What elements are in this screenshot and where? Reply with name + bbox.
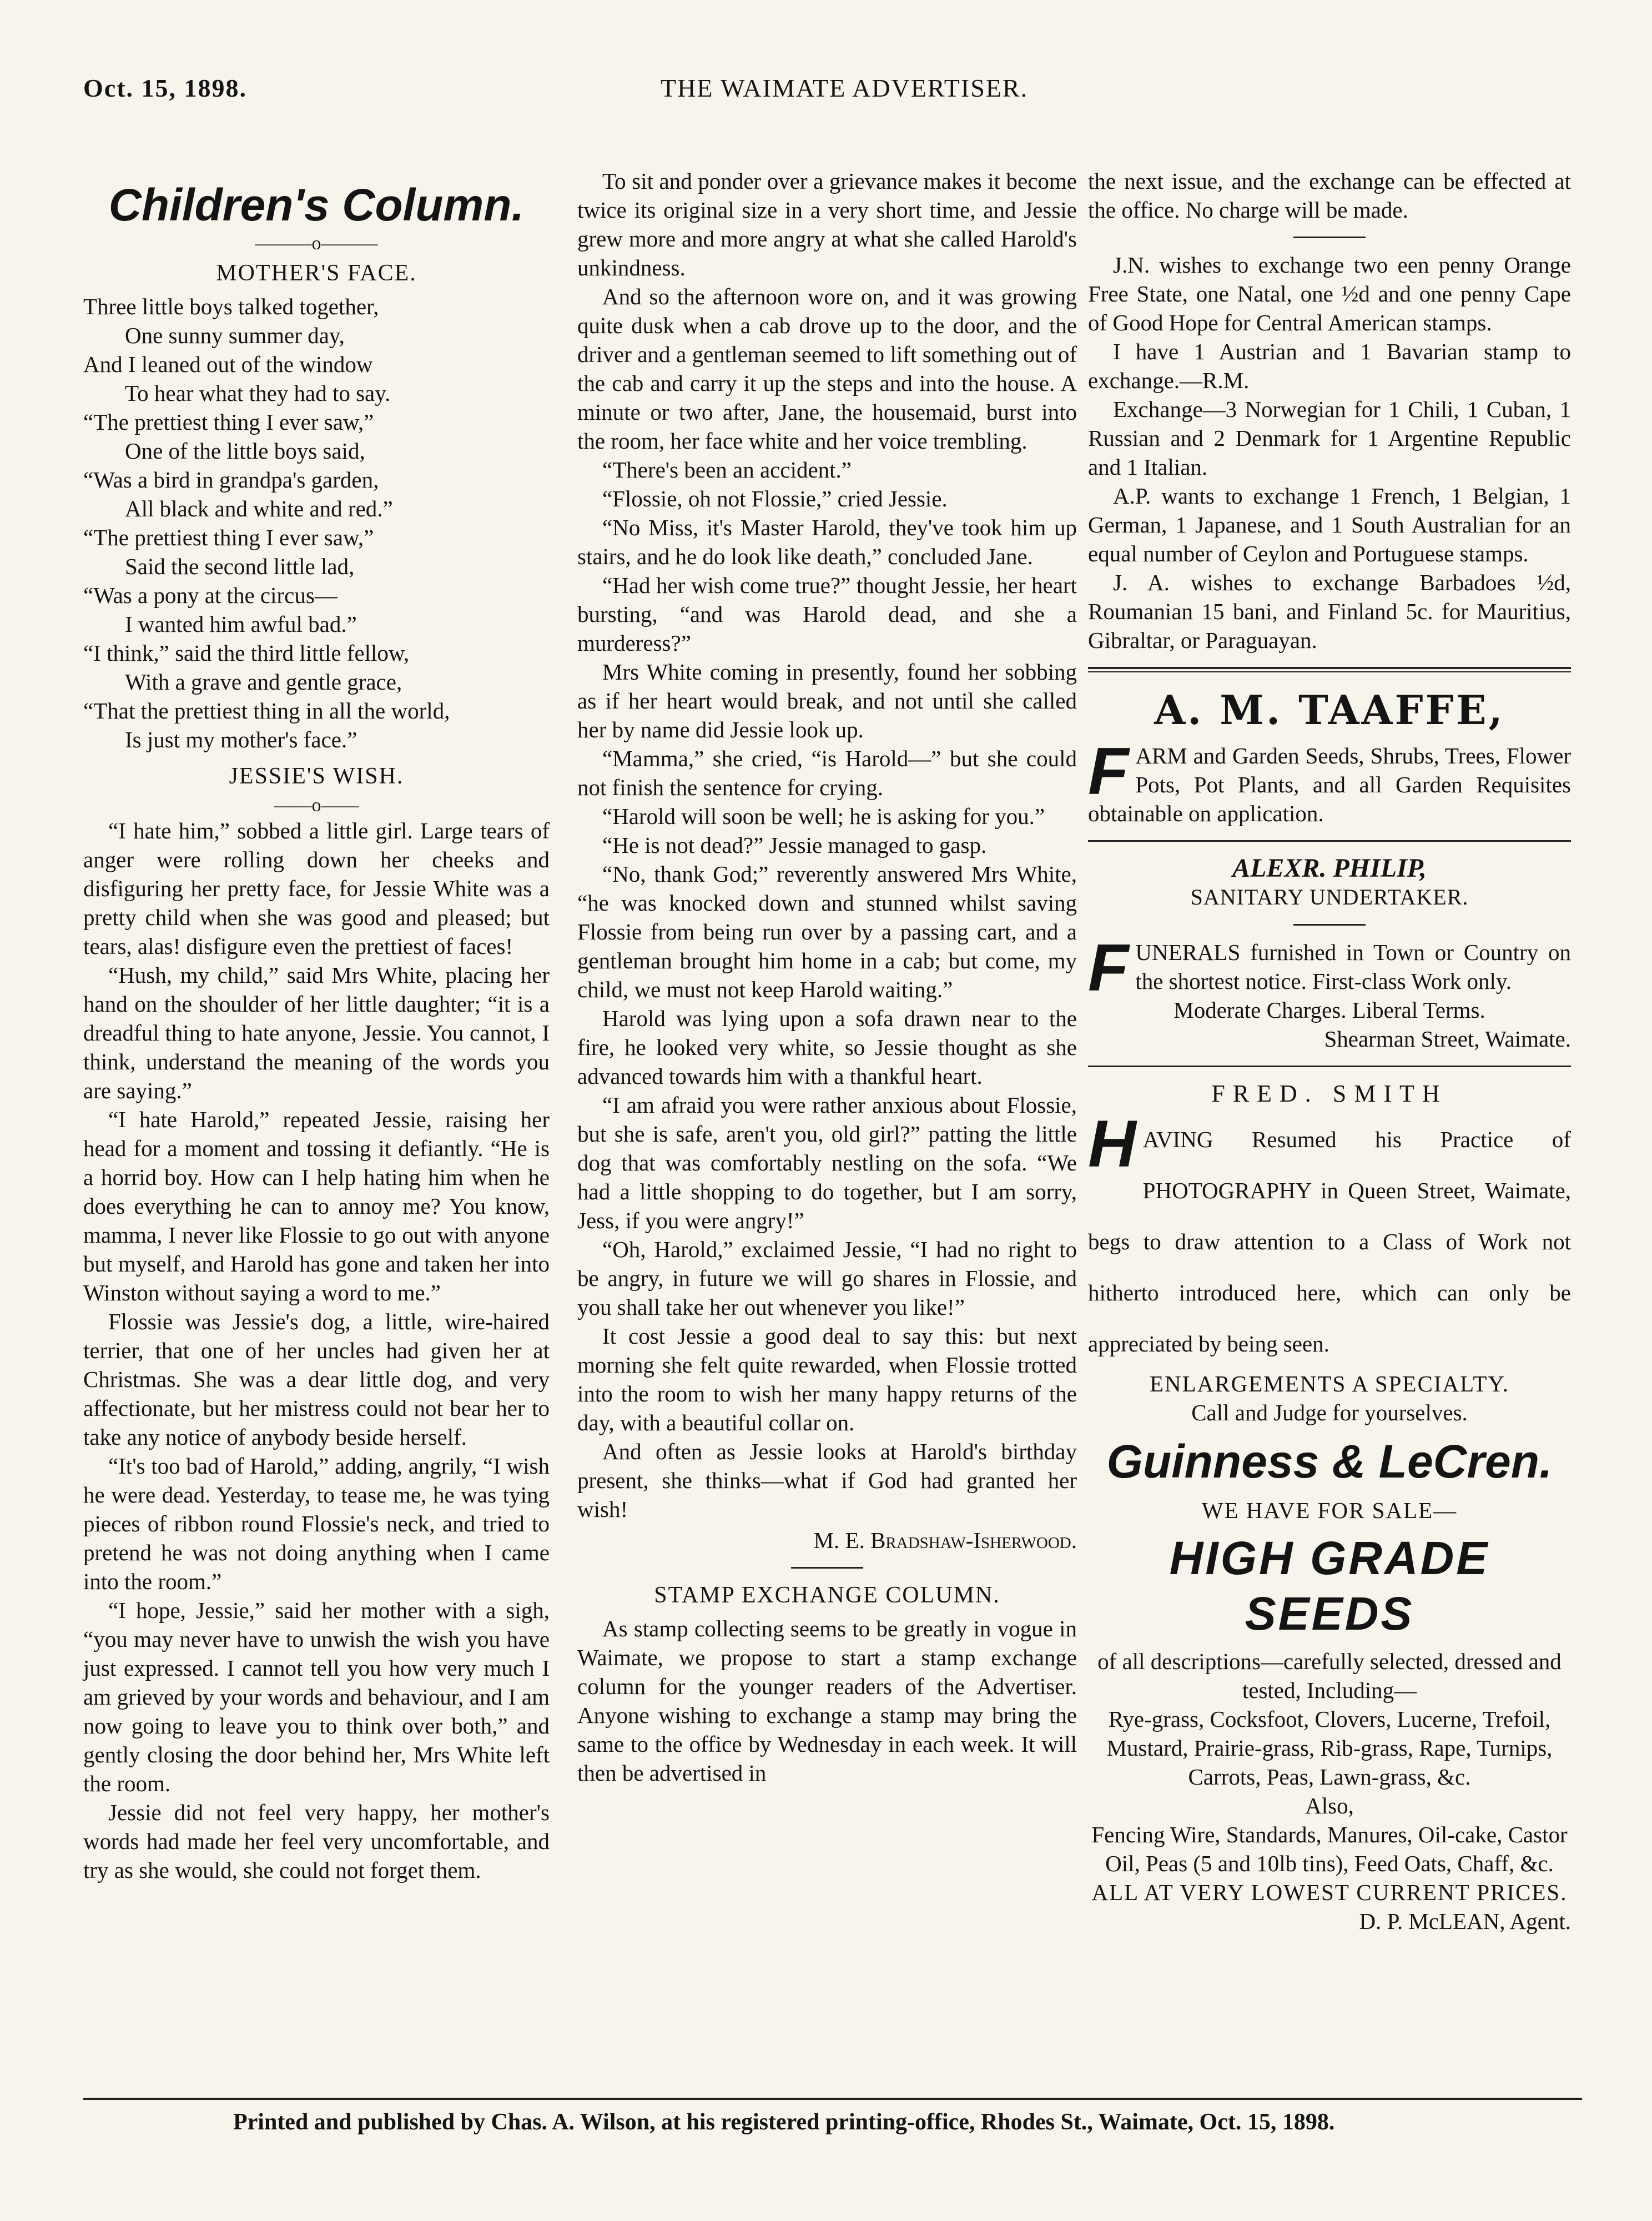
newspaper-title: THE WAIMATE ADVERTISER. — [661, 74, 1029, 102]
poem-line: Is just my mother's face.” — [125, 727, 357, 752]
story-divider: ——o—— — [274, 795, 359, 816]
stamp-entry: Exchange—3 Norwegian for 1 Chili, 1 Cuban, 1 Russian and 2 Denmark for 1 Argentine Republic and 1 Italian. — [1088, 396, 1571, 480]
poem-line: “Was a bird in grandpa's garden, — [83, 467, 379, 493]
smith-ad-block — [1088, 1107, 1571, 1369]
guinness-ad-agent: D. P. McLEAN, Agent. — [1359, 1908, 1571, 1934]
poem-title: MOTHER'S FACE. — [216, 260, 417, 286]
story-paragraph: Harold was lying upon a sofa drawn near to the fire, he looked very white, so Jessie thought as she advanced towards him with a thankful heart. — [577, 1006, 1077, 1089]
drop-cap: F — [1088, 931, 1129, 1005]
smith-ad-text — [1088, 1107, 1571, 1369]
poem-line: And I leaned out of the window — [83, 351, 373, 377]
story-paragraph: “I hope, Jessie,” said her mother with a sigh, “you may never have to unwish the wish you have just expressed. I cannot tell you how very much I am grieved by your words and behaviour, and I am now going to leave you to think over both,” and gently closing the door behind her, Mrs White left the room. — [83, 1597, 550, 1796]
guinness-ad-name: Guinness & LeCren. — [1106, 1435, 1553, 1488]
poem — [83, 292, 550, 754]
philip-ad-text — [1088, 931, 1571, 1005]
story-paragraph: “He is not dead?” Jessie managed to gasp. — [602, 832, 987, 858]
story-paragraph: And so the afternoon wore on, and it was growing quite dusk when a cab drove up to the door, and the driver and a gentleman seemed to lift something out of the cab and carry it up the steps and into the house. A minute or two after, Jane, the housemaid, burst into the room, her face white and her voice trembling. — [577, 284, 1077, 454]
philip-ad-terms: Moderate Charges. Liberal Terms. — [1173, 997, 1485, 1023]
divider-rule — [1088, 840, 1571, 842]
poem-line: I wanted him awful bad.” — [125, 611, 357, 637]
children-column-title: Children's Column. — [108, 180, 525, 230]
story-paragraph: “It's too bad of Harold,” adding, angrily, “I wish he were dead. Yesterday, to tease me, he was tying pieces of ribbon round Flossie's neck, and tried to pretend he was not doing anything when I came into the room.” — [83, 1453, 550, 1594]
story-paragraph: “I am afraid you were rather anxious about Flossie, but she is safe, aren't you, old girl?” patting the little dog that was comfortably nestling on the sofa. “We had a little shopping to do together, but I am sorry, Jess, if you were angry!” — [577, 1092, 1077, 1233]
footer-imprint: Printed and published by Chas. A. Wilson, at his registered printing-office, Rhodes St., Waimate, Oct. 15, 1898. — [233, 2109, 1335, 2135]
divider-rule — [1293, 237, 1366, 238]
guinness-ad-also: Also, — [1305, 1793, 1354, 1818]
story-author: M. E. Bradshaw-Isherwood. — [813, 1527, 1077, 1553]
guinness-ad-prices: ALL AT VERY LOWEST CURRENT PRICES. — [1091, 1880, 1568, 1905]
story-paragraph: “Harold will soon be well; he is asking for you.” — [602, 803, 1045, 829]
smith-ad-call: Call and Judge for yourselves. — [1191, 1400, 1468, 1425]
smith-ad-body: AVING Resumed his Practice of PHOTOGRAPHY in Queen Street, Waimate, begs to draw attention to a Class of Work not hitherto introduced here, which can only be appreciated by being seen. — [1088, 1127, 1571, 1356]
story-paragraph: “Had her wish come true?” thought Jessie, her heart bursting, “and was Harold dead, and she a murderess?” — [577, 572, 1077, 656]
taaffe-ad-name: A. M. TAAFFE, — [1154, 686, 1505, 733]
footer-rule — [83, 2098, 1582, 2100]
smith-ad-name: FRED. SMITH — [1211, 1080, 1448, 1107]
story-paragraph: “I hate Harold,” repeated Jessie, raising her head for a moment and tossing it defiantly. “He is a horrid boy. How can I help hating him when he does everything he can to annoy me? You know, mamma, I never like Flossie to go out with anyone but myself, and Harold has gone and taken her into Winston without saying a word to me.” — [83, 1107, 550, 1305]
double-rule — [1088, 667, 1571, 672]
column-2 — [577, 167, 1077, 1787]
guinness-ad-list2: Fencing Wire, Standards, Manures, Oil-cake, Castor Oil, Peas (5 and 10lb tins), Feed Oats, Chaff, &c. — [1091, 1822, 1568, 1876]
stamp-intro-continued: the next issue, and the exchange can be effected at the office. No charge will be made. — [1088, 168, 1571, 223]
stamp-intro: As stamp collecting seems to be greatly in vogue in Waimate, we propose to start a stamp exchange column for the younger readers of the Advertiser. Anyone wishing to exchange a stamp may bring the same to the office by Wednesday in each week. It will then be advertised in — [577, 1616, 1077, 1786]
poem-line: “I think,” said the third little fellow, — [83, 640, 410, 666]
stamp-entry: A.P. wants to exchange 1 French, 1 Belgian, 1 German, 1 Japanese, and 1 South Australian for an equal number of Ceylon and Portuguese stamps. — [1088, 483, 1571, 566]
divider-rule — [1088, 1066, 1571, 1067]
story-paragraph: And often as Jessie looks at Harold's birthday present, she thinks—what if God had granted her wish! — [577, 1439, 1077, 1522]
guinness-ad-desc: of all descriptions—carefully selected, dressed and tested, Including— — [1097, 1649, 1562, 1703]
poem-line: To hear what they had to say. — [125, 380, 391, 406]
stamp-entry: I have 1 Austrian and 1 Bavarian stamp to exchange.—R.M. — [1088, 339, 1571, 393]
philip-ad-sub: SANITARY UNDERTAKER. — [1190, 885, 1469, 909]
column-1 — [83, 167, 550, 1885]
philip-ad-body: UNERALS furnished in Town or Country on the shortest notice. First-class Work only. — [1135, 939, 1571, 994]
stamp-entry: J. A. wishes to exchange Barbadoes ½d, Roumanian 15 bani, and Finland 5c. for Mauritius, Gibraltar, or Paraguayan. — [1088, 570, 1571, 653]
story-paragraph: “Mamma,” she cried, “is Harold—” but she could not finish the sentence for crying. — [577, 746, 1077, 800]
poem-line: “The prettiest thing I ever saw,” — [83, 525, 374, 550]
philip-ad-name: ALEXR. PHILIP, — [1232, 853, 1427, 883]
story-paragraph: “No Miss, it's Master Harold, they've took him up stairs, and he do look like death,” concluded Jane. — [577, 515, 1077, 569]
poem-line: “Was a pony at the circus— — [83, 582, 338, 608]
story-paragraph: “I hate him,” sobbed a little girl. Large tears of anger were rolling down her cheeks and disfiguring her pretty face, for Jessie White was a pretty child when she was good and pleased; but tears, alas! disfigure even the prettiest of faces! — [83, 818, 550, 959]
stamp-column-title: STAMP EXCHANGE COLUMN. — [654, 1582, 1000, 1608]
guinness-ad-sale: WE HAVE FOR SALE— — [1201, 1498, 1458, 1523]
story-paragraph: “There's been an accident.” — [602, 457, 852, 483]
poem-line: Said the second little lad, — [125, 554, 355, 579]
section-divider: ———o——— — [255, 233, 378, 254]
poem-line: “That the prettiest thing in all the world, — [83, 698, 450, 723]
story-paragraph: “Hush, my child,” said Mrs White, placing her hand on the shoulder of her little daughter; “it is a dreadful thing to hate anyone, Jessie. You cannot, I think, understand the meaning of the words you are saying.” — [83, 962, 550, 1103]
poem-line: “The prettiest thing I ever saw,” — [83, 409, 374, 435]
drop-cap: H — [1088, 1107, 1136, 1181]
smith-ad-specialty: ENLARGEMENTS A SPECIALTY. — [1149, 1371, 1509, 1396]
story-paragraph: Jessie did not feel very happy, her mother's words had made her feel very uncomfortable, and try as she would, she could not forget them. — [83, 1800, 550, 1883]
story-paragraph: Flossie was Jessie's dog, a little, wire-haired terrier, that one of her uncles had given her at Christmas. She was a dear little dog, and very affectionate, but her mistress could not bear her to take any notice of anybody beside herself. — [83, 1309, 550, 1450]
story-paragraph: “Flossie, oh not Flossie,” cried Jessie. — [602, 486, 948, 511]
story-title: JESSIE'S WISH. — [229, 763, 404, 789]
poem-line: Three little boys talked together, — [83, 294, 379, 319]
poem-line: All black and white and red.” — [125, 496, 393, 521]
taaffe-ad-body: ARM and Garden Seeds, Shrubs, Trees, Flower Pots, Pot Plants, and all Garden Requisites obtainable on application. — [1088, 743, 1571, 826]
story-paragraph: “Oh, Harold,” exclaimed Jessie, “I had no right to be angry, in future we will go shares in Flossie, and you shall take her out whenever you like!” — [577, 1237, 1077, 1320]
story-paragraph: “No, thank God;” reverently answered Mrs White, “he was knocked down and stunned whilst saving Flossie from being run over by a passing cart, and a gentleman brought him home in a cab; but come, my child, we must not keep Harold waiting.” — [577, 861, 1077, 1002]
drop-cap: F — [1088, 734, 1129, 808]
poem-line: One of the little boys said, — [125, 438, 365, 464]
guinness-ad-list: Rye-grass, Cocksfoot, Clovers, Lucerne, Trefoil, Mustard, Prairie-grass, Rib-grass, Rape, Turnips, Carrots, Peas, Lawn-grass, &c. — [1106, 1706, 1553, 1790]
poem-line: One sunny summer day, — [125, 323, 345, 348]
divider-rule — [1293, 924, 1366, 926]
philip-ad-address: Shearman Street, Waimate. — [1324, 1026, 1571, 1052]
poem-line: With a grave and gentle grace, — [125, 669, 402, 695]
divider-rule — [791, 1567, 863, 1569]
stamp-entry: J.N. wishes to exchange two een penny Orange Free State, one Natal, one ½d and one penny Cape of Good Hope for Central American stamps. — [1088, 252, 1571, 335]
issue-date: Oct. 15, 1898. — [83, 74, 248, 102]
page-header — [83, 73, 1582, 107]
column-3 — [1088, 167, 1571, 1936]
story-paragraph: It cost Jessie a good deal to say this: but next morning she felt quite rewarded, when Flossie trotted into the room to wish her many happy returns of the day, with a beautiful collar on. — [577, 1323, 1077, 1435]
taaffe-ad-text — [1088, 734, 1571, 828]
story-paragraph: To sit and ponder over a grievance makes it become twice its original size in a very short time, and Jessie grew more and more angry at what she called Harold's unkindness. — [577, 168, 1077, 280]
story-paragraph: Mrs White coming in presently, found her sobbing as if her heart would break, and not until she called her by name did Jessie look up. — [577, 659, 1077, 742]
guinness-ad-headline: HIGH GRADE SEEDS — [1169, 1532, 1490, 1640]
